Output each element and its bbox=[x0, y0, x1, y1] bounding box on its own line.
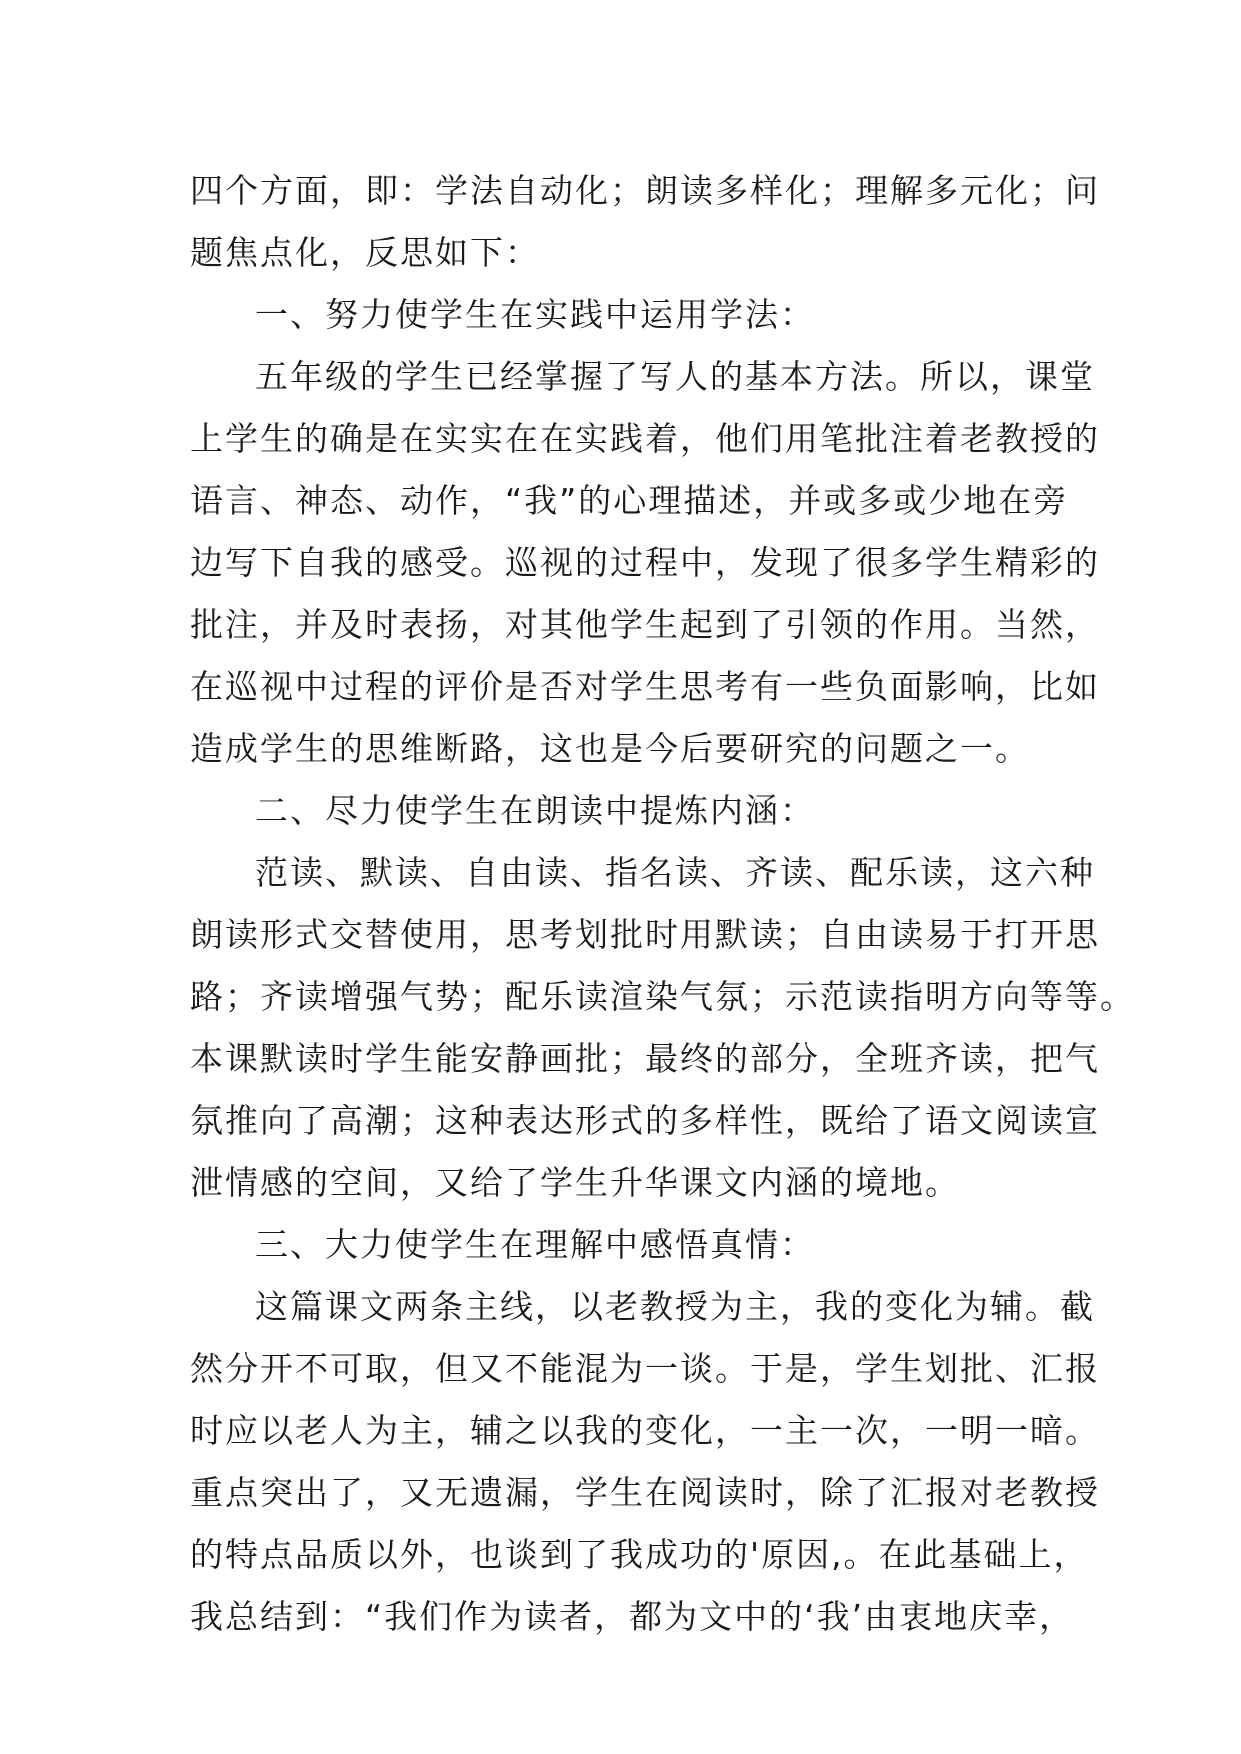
paragraph-start: 五年级的学生已经掌握了写人的基本方法。所以，课堂 bbox=[255, 357, 1095, 396]
text-line: 在巡视中过程的评价是否对学生思考有一些负面影响，比如 bbox=[190, 667, 1100, 706]
text-line: 题焦点化，反思如下： bbox=[190, 233, 540, 272]
text-line: 造成学生的思维断路，这也是今后要研究的问题之一。 bbox=[190, 729, 1030, 768]
text-line: 氛推向了高潮；这种表达形式的多样性，既给了语文阅读宣 bbox=[190, 1101, 1100, 1140]
text-line: 四个方面，即：学法自动化；朗读多样化；理解多元化；问 bbox=[190, 171, 1100, 210]
text-line: 我总结到：“我们作为读者，都为文中的‘我’由衷地庆幸， bbox=[190, 1597, 1075, 1636]
document-body bbox=[190, 160, 1135, 1648]
text-line: 重点突出了，又无遗漏，学生在阅读时，除了汇报对老教授 bbox=[190, 1473, 1100, 1512]
text-line: 边写下自我的感受。巡视的过程中，发现了很多学生精彩的 bbox=[190, 543, 1100, 582]
text-line: 本课默读时学生能安静画批；最终的部分，全班齐读，把气 bbox=[190, 1039, 1100, 1078]
text-line: 泄情感的空间，又给了学生升华课文内涵的境地。 bbox=[190, 1163, 960, 1202]
text-line: 然分开不可取，但又不能混为一谈。于是，学生划批、汇报 bbox=[190, 1349, 1100, 1388]
section-heading-2: 二、尽力使学生在朗读中提炼内涵： bbox=[255, 791, 815, 830]
section-heading-3: 三、大力使学生在理解中感悟真情： bbox=[255, 1225, 815, 1264]
text-line: 上学生的确是在实实在在实践着，他们用笔批注着老教授的 bbox=[190, 419, 1100, 458]
text-line: 时应以老人为主，辅之以我的变化，一主一次，一明一暗。 bbox=[190, 1411, 1100, 1450]
text-line: 语言、神态、动作，“我”的心理描述，并或多或少地在旁 bbox=[190, 481, 1069, 520]
section-heading-1: 一、努力使学生在实践中运用学法： bbox=[255, 295, 815, 334]
paragraph-start: 范读、默读、自由读、指名读、齐读、配乐读，这六种 bbox=[255, 853, 1095, 892]
text-line: 朗读形式交替使用，思考划批时用默读；自由读易于打开思 bbox=[190, 915, 1100, 954]
text-line: 路；齐读增强气势；配乐读渲染气氛；示范读指明方向等等。 bbox=[190, 977, 1135, 1016]
text-line: 的特点品质以外，也谈到了我成功的'原因,。在此基础上， bbox=[190, 1535, 1089, 1574]
paragraph-start: 这篇课文两条主线，以老教授为主，我的变化为辅。截 bbox=[255, 1287, 1095, 1326]
text-line: 批注，并及时表扬，对其他学生起到了引领的作用。当然， bbox=[190, 605, 1100, 644]
